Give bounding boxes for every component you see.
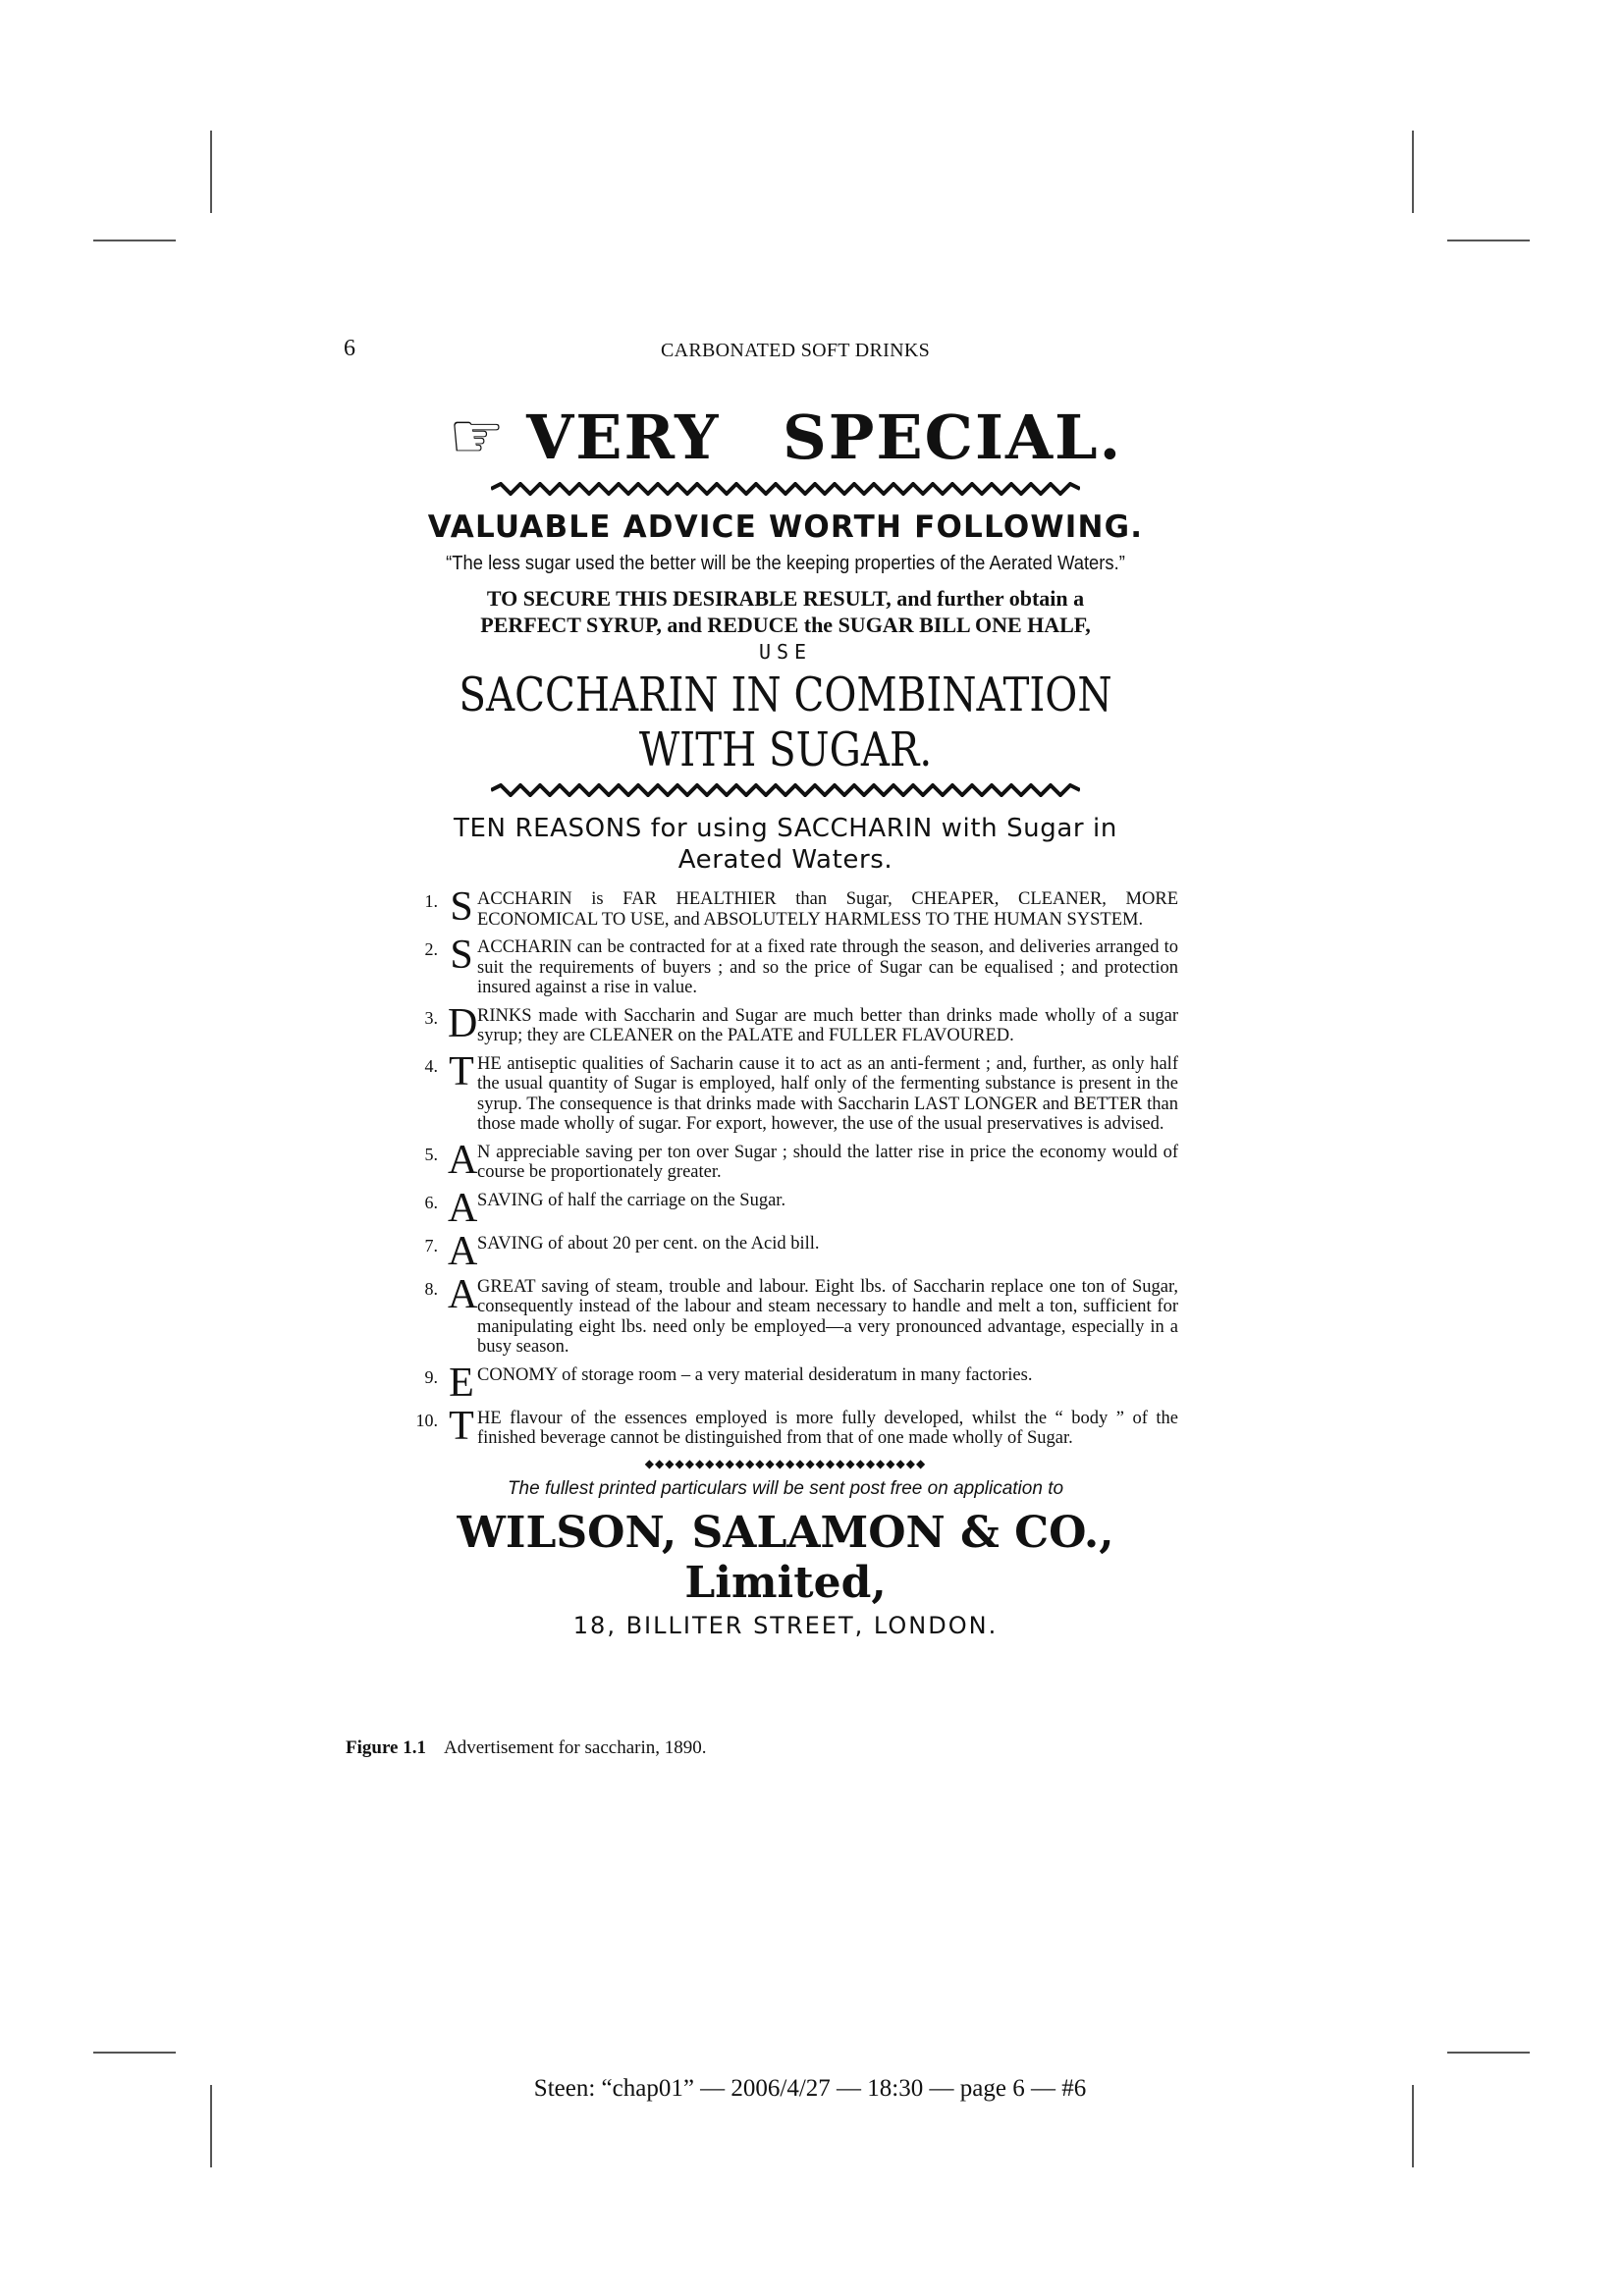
reason-text: GREAT saving of steam, trouble and labour. Eight lbs. of Saccharin replace one ton of Sugar, consequently instead of the labour and steam necessary to handle and melt a ton, sufficient for manipulating eight lbs. need only be employed—a very pronounced advantage, especially in a busy season. [477,1276,1178,1357]
page-number: 6 [344,336,355,361]
reason-initial: A [448,1185,478,1231]
reason-number: 10. [415,1410,438,1430]
headline: VERY SPECIAL. [526,400,1123,473]
running-title: CARBONATED SOFT DRINKS [660,340,931,361]
reason-initial: S [450,933,473,978]
reason-initial: T [449,1048,474,1095]
reason-item [393,1137,1178,1183]
reason-text: SAVING of half the carriage on the Sugar. [477,1190,786,1210]
crop-mark [93,240,176,241]
reason-number: 3. [424,1007,438,1028]
crop-mark [210,2085,212,2167]
reason-initial: A [448,1228,478,1274]
headline-row [393,398,1178,476]
crop-mark [210,131,212,213]
figure-caption [346,1737,706,1759]
subheadline: VALUABLE ADVICE WORTH FOLLOWING. [427,509,1144,545]
advertisement [393,398,1178,1639]
reason-text: ACCHARIN is FAR HEALTHIER than Sugar, CHEAPER, CLEANER, MORE ECONOMICAL TO USE, and ABSOLUTELY HARMLESS TO THE HUMAN SYSTEM. [477,889,1178,930]
reason-number: 6. [424,1192,438,1212]
crop-mark [1447,240,1530,241]
quote: “The less sugar used the better will be the keeping properties of the Aerated Waters.” [446,553,1125,574]
reason-initial: D [448,1000,478,1046]
reason-text: N appreciable saving per ton over Sugar ; should the latter rise in price the economy would of course be proportionately greater. [477,1142,1178,1182]
reason-text: HE flavour of the essences employed is more fully developed, whilst the “ body ” of the finished beverage cannot be distinguished from that of one made wholly of Sugar. [477,1408,1178,1448]
reason-item [393,1185,1178,1231]
reason-number: 1. [424,891,438,911]
zigzag-ornament [491,482,1080,496]
crop-mark [93,2052,176,2054]
reason-text: RINKS made with Saccharin and Sugar are much better than drinks made wholly of a sugar syrup; they are CLEANER on the PALATE and FULLER FLAVOURED. [477,1005,1178,1045]
reason-initial: A [448,1271,478,1317]
pointing-hand-icon: ☞ [448,401,506,471]
reason-text: CONOMY of storage room – a very material desideratum in many factories. [477,1364,1033,1385]
secure-line: PERFECT SYRUP, and REDUCE the SUGAR BILL ONE HALF, [480,613,1091,637]
reason-number: 7. [424,1235,438,1255]
use-label: USE [758,640,813,664]
ten-reasons-heading [393,813,1178,876]
reason-item [393,1228,1178,1274]
reason-number: 8. [424,1278,438,1299]
reason-initial: A [448,1137,478,1183]
reason-item [393,1360,1178,1406]
reason-text: HE antiseptic qualities of Sacharin cause it to act as an anti-ferment ; and, further, as only half the usual quantity of Sugar is employed, half only of the fermenting substance is present in the syrup. The consequence is that drinks made with Saccharin LAST LONGER and BETTER than those made wholly of sugar. For export, however, the use of the usual preservatives is advised. [477,1053,1178,1134]
diamond-rule: ◆◆◆◆◆◆◆◆◆◆◆◆◆◆◆◆◆◆◆◆◆◆◆◆◆◆◆◆ [644,1456,927,1470]
reason-item [393,1403,1178,1449]
reason-text: SAVING of about 20 per cent. on the Acid bill. [477,1233,820,1254]
reason-initial: S [450,884,473,930]
reason-item [393,1000,1178,1046]
reason-initial: E [449,1360,474,1406]
reason-item [393,884,1178,930]
crop-mark [1412,2085,1414,2167]
reasons-list [393,884,1178,1449]
company-name: WILSON, SALAMON & CO., Limited, [457,1507,1114,1608]
ten-reasons-line: TEN REASONS for using SACCHARIN with Sugar in [454,814,1117,843]
reason-item [393,933,1178,998]
big-headline: SACCHARIN IN COMBINATION WITH SUGAR. [459,667,1112,777]
crop-mark [1447,2052,1530,2054]
secure-line: TO SECURE THIS DESIRABLE RESULT, and further obtain a [486,586,1085,611]
figure-label: Figure 1.1 [346,1737,426,1758]
reason-text: ACCHARIN can be contracted for at a fixed rate through the season, and deliveries arranged to suit the requirements of buyers ; and so the price of Sugar can be equalised ; and protection insured against a rise in value. [477,937,1178,997]
reason-initial: T [449,1403,474,1449]
reason-item [393,1271,1178,1358]
page-footer: Steen: “chap01” — 2006/4/27 — 18:30 — page 6 — #6 [533,2075,1087,2102]
company-address: 18, BILLITER STREET, LONDON. [572,1611,999,1639]
particulars-note: The fullest printed particulars will be sent post free on application to [507,1477,1064,1499]
reason-number: 2. [424,939,438,959]
reason-number: 9. [424,1366,438,1387]
ten-reasons-line: Aerated Waters. [677,845,893,875]
crop-mark [1412,131,1414,213]
zigzag-ornament [491,783,1080,797]
reason-number: 4. [424,1055,438,1076]
figure-caption-text: Advertisement for saccharin, 1890. [443,1737,707,1758]
secure-text [393,585,1178,638]
reason-number: 5. [424,1144,438,1164]
reason-item [393,1048,1178,1135]
